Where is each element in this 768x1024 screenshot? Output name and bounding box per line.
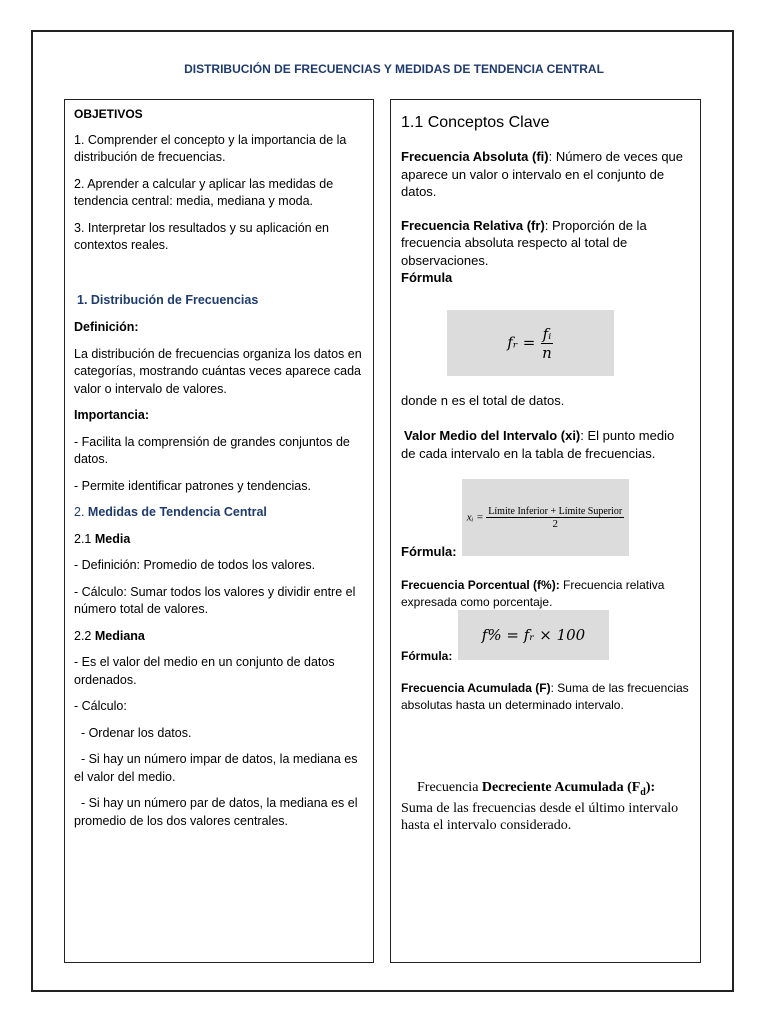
mediana-item: - Si hay un número par de datos, la mediana es el promedio de los dos valores centrales. xyxy=(74,796,361,828)
section2-title: Medidas de Tendencia Central xyxy=(87,505,267,519)
fd-close: ): xyxy=(645,780,656,795)
fd-prefix: Frecuencia xyxy=(417,780,482,795)
fr-formula-image xyxy=(447,310,614,376)
fp-text: Frecuencia relativa expresada como porcentaje. xyxy=(401,578,665,609)
fd-text: Suma de las frecuencias desde el último intervalo hasta el intervalo considerado. xyxy=(401,801,679,833)
media-item: - Definición: Promedio de todos los valores. xyxy=(74,558,316,572)
mediana-item: - Es el valor del medio en un conjunto de datos ordenados. xyxy=(74,655,335,687)
fr-note: donde n es el total de datos. xyxy=(401,393,565,408)
objective-item: 3. Interpretar los resultados y su aplicación en contextos reales. xyxy=(74,220,329,252)
fi-term: Frecuencia Absoluta (fi) xyxy=(401,149,549,164)
fa-paragraph xyxy=(401,680,693,713)
fp-paragraph xyxy=(401,577,693,610)
importance-item: - Facilita la comprensión de grandes conjuntos de datos. xyxy=(74,434,350,466)
section2-heading xyxy=(74,504,364,522)
media-title: Media xyxy=(94,531,131,546)
fr-formula-denominator: n xyxy=(542,343,552,362)
fr-paragraph xyxy=(401,217,690,270)
fi-text: : Número de veces que aparece un valor o intervalo en el conjunto de datos. xyxy=(401,149,684,199)
importance-label: Importancia: xyxy=(74,408,150,422)
fp-formula-image xyxy=(458,610,609,660)
section1-heading: 1. Distribución de Frecuencias xyxy=(77,292,259,307)
xi-formula xyxy=(467,506,624,530)
mediana-number: 2.2 xyxy=(74,628,92,643)
xi-paragraph xyxy=(401,427,691,462)
fi-paragraph xyxy=(401,148,690,201)
importance-item: - Permite identificar patrones y tendencias. xyxy=(74,478,311,493)
xi-formula-lhs: xᵢ = xyxy=(466,511,484,524)
media-number: 2.1 xyxy=(74,531,92,546)
definition-label: Definición: xyxy=(74,320,139,334)
mediana-item: - Ordenar los datos. xyxy=(74,725,192,740)
media-heading xyxy=(74,531,364,549)
xi-formula-label: Fórmula: xyxy=(401,544,457,559)
mediana-item: - Cálculo: xyxy=(74,699,127,713)
xi-formula-fraction xyxy=(486,506,624,530)
section2-number: 2. xyxy=(74,505,85,519)
fd-paragraph xyxy=(401,780,693,834)
formula-label: Fórmula xyxy=(401,270,453,285)
xi-formula-numerator: Límite Inferior + Límite Superior xyxy=(488,505,623,517)
fp-term: Frecuencia Porcentual (f%): xyxy=(401,578,560,592)
fd-heading-line xyxy=(401,780,693,801)
fr-formula-numerator: fᵢ xyxy=(542,324,552,343)
xi-formula-image xyxy=(462,479,629,556)
xi-text: : El punto medio de cada intervalo en la tabla de frecuencias. xyxy=(401,428,675,461)
document-title: DISTRIBUCIÓN DE FRECUENCIAS Y MEDIDAS DE TENDENCIA CENTRAL xyxy=(184,62,604,76)
xi-term: Valor Medio del Intervalo (xi) xyxy=(404,428,581,443)
fa-term: Frecuencia Acumulada (F) xyxy=(401,681,551,695)
mediana-item: - Si hay un número impar de datos, la mediana es el valor del medio. xyxy=(74,752,361,784)
objectives-heading: OBJETIVOS xyxy=(74,107,143,121)
fd-subscript: d xyxy=(640,786,646,798)
mediana-heading xyxy=(74,628,364,646)
mediana-title: Mediana xyxy=(94,628,145,643)
xi-formula-denominator: 2 xyxy=(552,517,559,530)
fr-formula-lhs: fᵣ = xyxy=(507,333,536,351)
definition-text: La distribución de frecuencias organiza los datos en categorías, mostrando cuántas veces aparece cada valor o intervalo de valores. xyxy=(74,346,362,396)
fd-term: Decreciente Acumulada (F xyxy=(481,780,641,795)
media-item: - Cálculo: Sumar todos los valores y dividir entre el número total de valores. xyxy=(74,584,356,616)
fp-formula-label: Fórmula: xyxy=(401,649,453,663)
fr-formula xyxy=(507,325,554,362)
fr-term: Frecuencia Relativa (fr) xyxy=(401,217,545,233)
objective-item: 1. Comprender el concepto y la importancia de la distribución de frecuencias. xyxy=(74,132,347,164)
concepts-heading: 1.1 Conceptos Clave xyxy=(401,114,550,131)
spacer xyxy=(74,264,364,292)
objective-item: 2. Aprender a calcular y aplicar las medidas de tendencia central: media, mediana y moda. xyxy=(74,176,334,208)
fa-text: : Suma de las frecuencias absolutas hasta un determinado intervalo. xyxy=(401,681,689,712)
fr-formula-fraction xyxy=(540,325,554,362)
left-column xyxy=(64,99,374,963)
fp-formula: f% = fᵣ × 100 xyxy=(481,626,586,644)
fr-text: : Proporción de la frecuencia absoluta respecto al total de observaciones. xyxy=(401,217,647,268)
